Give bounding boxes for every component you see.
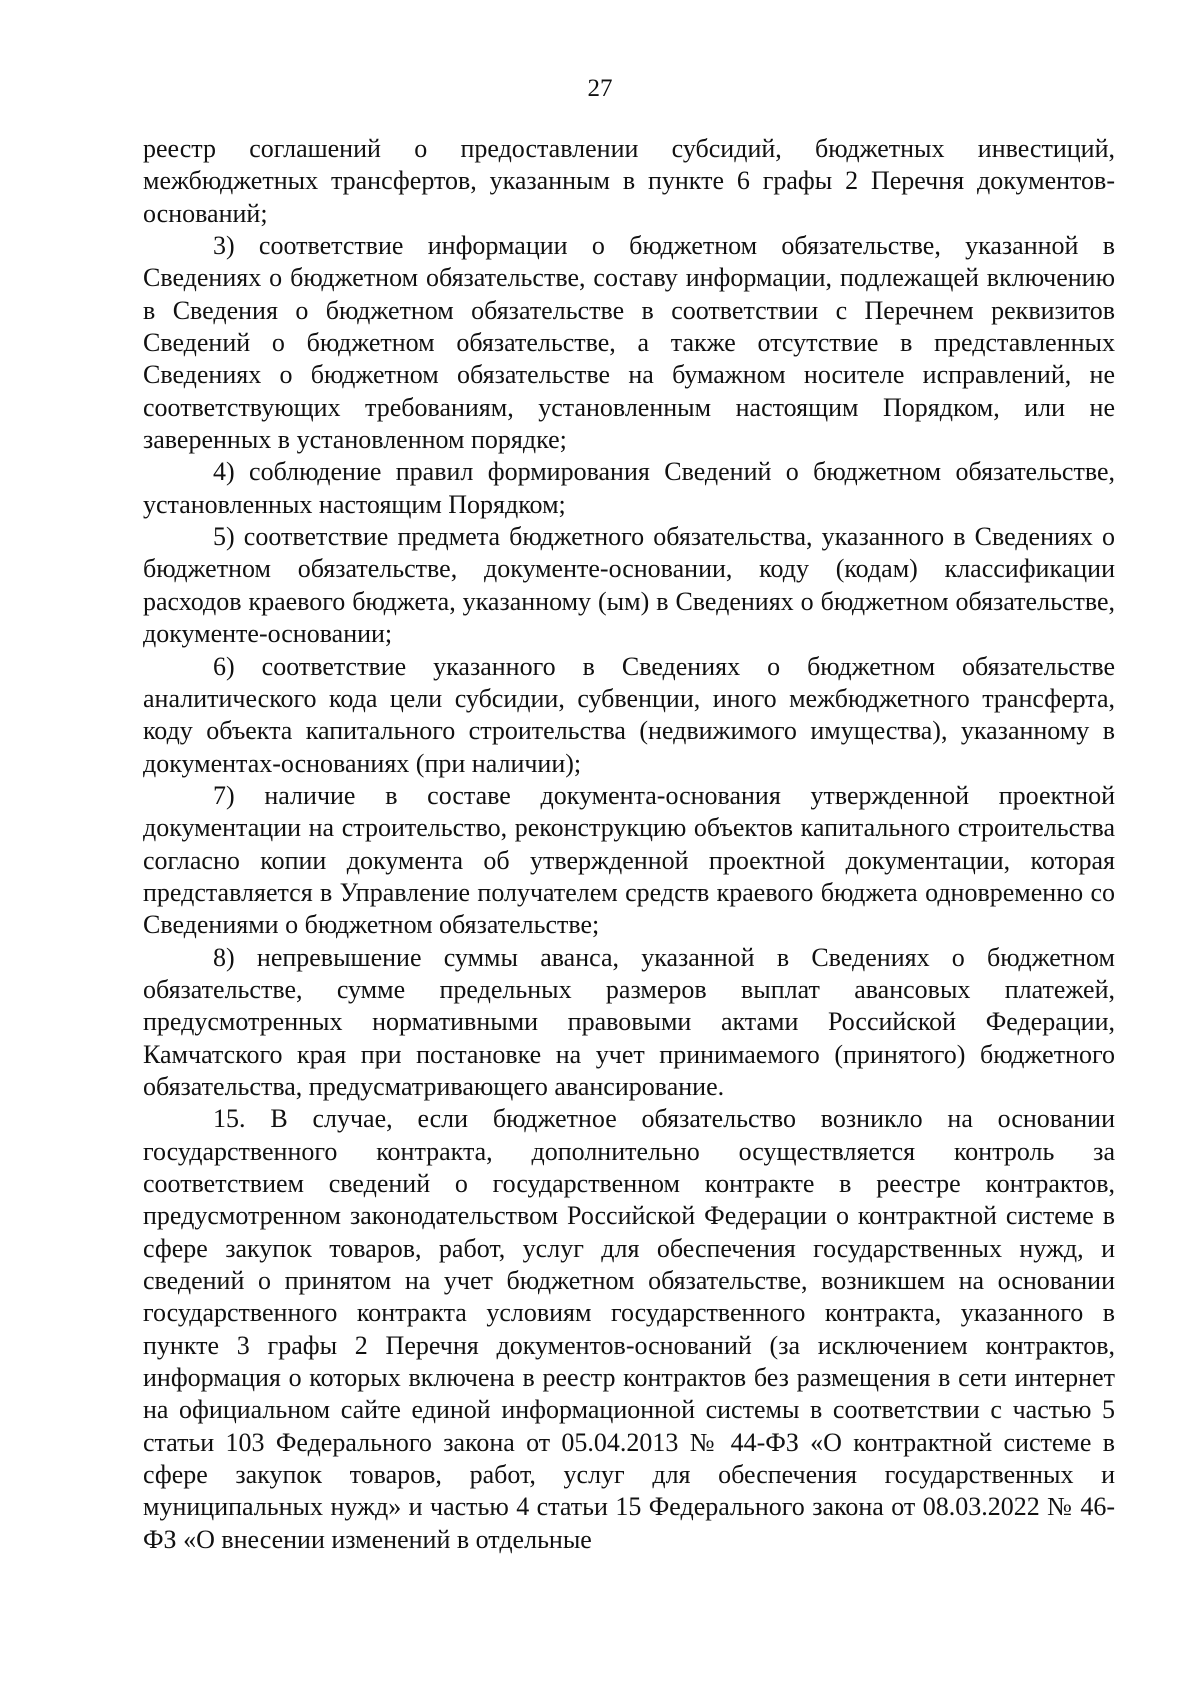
page-number: 27 bbox=[587, 75, 613, 102]
paragraph-continuation: реестр соглашений о предоставлении субсидий, бюджетных инвестиций, межбюджетных трансфертов, указанным в пункте 6 графы 2 Перечня документов-оснований; bbox=[143, 134, 1115, 228]
document-body bbox=[143, 133, 1115, 1556]
paragraph-item-5: 5) соответствие предмета бюджетного обязательства, указанного в Сведениях о бюджетном обязательстве, документе-основании, коду (кодам) классификации расходов краевого бюджета, указанному (ым) в Сведениях о бюджетном обязательстве, документе-основании; bbox=[143, 522, 1115, 649]
paragraph-section-15: 15. В случае, если бюджетное обязательство возникло на основании государственного контракта, дополнительно осуществляется контроль за соответствием сведений о государственном контракте в реестре контрактов, предусмотренном законодательством Российской Федерации о контрактной системе в сфере закупок товаров, работ, услуг для обеспечения государственных нужд, и сведений о принятом на учет бюджетном обязательстве, возникшем на основании государственного контракта условиям государственного контракта, указанного в пункте 3 графы 2 Перечня документов-оснований (за исключением контрактов, информация о которых включена в реестр контрактов без размещения в сети интернет на официальном сайте единой информационной системы в соответствии с частью 5 статьи 103 Федерального закона от 05.04.2013 № 44-ФЗ «О контрактной системе в сфере закупок товаров, работ, услуг для обеспечения государственных и муниципальных нужд» и частью 4 статьи 15 Федерального закона от 08.03.2022 № 46-ФЗ «О внесении изменений в отдельные bbox=[143, 1104, 1115, 1554]
paragraph-item-6: 6) соответствие указанного в Сведениях о бюджетном обязательстве аналитического кода цели субсидии, субвенции, иного межбюджетного трансферта, коду объекта капитального строительства (недвижимого имущества), указанному в документах-основаниях (при наличии); bbox=[143, 651, 1115, 778]
paragraph-item-8: 8) непревышение суммы аванса, указанной в Сведениях о бюджетном обязательстве, сумме предельных размеров выплат авансовых платежей, предусмотренных нормативными правовыми актами Российской Федерации, Камчатского края при постановке на учет принимаемого (принятого) бюджетного обязательства, предусматривающего авансирование. bbox=[143, 942, 1115, 1101]
paragraph-item-4: 4) соблюдение правил формирования Сведений о бюджетном обязательстве, установленных настоящим Порядком; bbox=[143, 457, 1115, 519]
paragraph-item-3: 3) соответствие информации о бюджетном обязательстве, указанной в Сведениях о бюджетном обязательстве, составу информации, подлежащей включению в Сведения о бюджетном обязательстве в соответствии с Перечнем реквизитов Сведений о бюджетном обязательстве, а также отсутствие в представленных Сведениях о бюджетном обязательстве на бумажном носителе исправлений, не соответствующих требованиям, установленным настоящим Порядком, или не заверенных в установленном порядке; bbox=[143, 231, 1115, 455]
paragraph-item-7: 7) наличие в составе документа-основания утвержденной проектной документации на строительство, реконструкцию объектов капитального строительства согласно копии документа об утвержденной проектной документации, которая представляется в Управление получателем средств краевого бюджета одновременно со Сведениями о бюджетном обязательстве; bbox=[143, 780, 1115, 940]
